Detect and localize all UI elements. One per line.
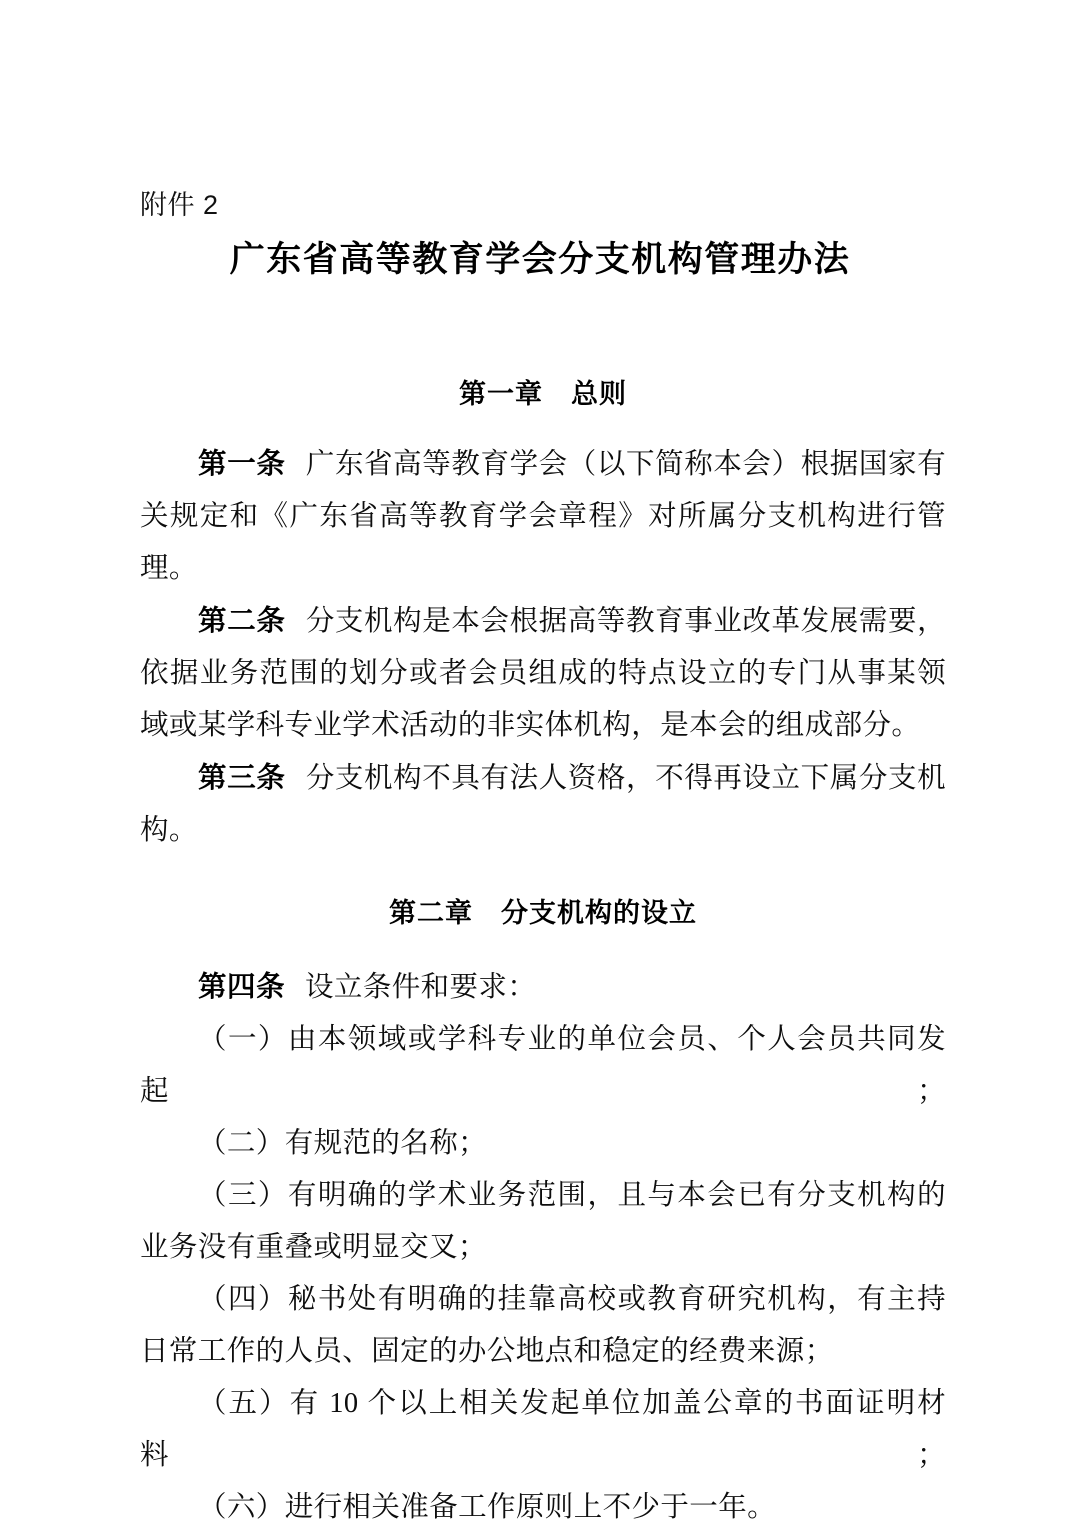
document-title: 广东省高等教育学会分支机构管理办法 [229,240,851,279]
article-3 [140,752,946,857]
list-item: （三）有明确的学术业务范围，且与本会已有分支机构的业务没有重叠或明显交叉； [140,1180,946,1263]
article-2-label: 第二条 [198,605,286,637]
article-1 [140,438,946,595]
article-4-label: 第四条 [198,971,286,1003]
article-2-text: 分支机构是本会根据高等教育事业改革发展需要，依据业务范围的划分或者会员组成的特点设立的专门从事某领域或某学科专业学术活动的非实体机构，是本会的组成部分。 [140,606,946,741]
list-item: （五）有 10 个以上相关发起单位加盖公章的书面证明材料； [140,1388,946,1471]
chapter-heading-1: 第一章 总则 [459,379,627,409]
list-item: （六）进行相关准备工作原则上不少于一年。 [198,1492,777,1523]
chapter-heading-2: 第二章 分支机构的设立 [389,898,697,928]
document-body [140,360,946,1528]
article-3-text: 分支机构不具有法人资格，不得再设立下属分支机构。 [140,763,946,846]
attachment-label: 附件 2 [140,190,219,220]
list-item: （二）有规范的名称； [198,1128,488,1159]
article-3-label: 第三条 [198,762,286,794]
article-2 [140,595,946,752]
list-item: （四）秘书处有明确的挂靠高校或教育研究机构，有主持日常工作的人员、固定的办公地点和稳定的经费来源； [140,1284,946,1367]
article-1-label: 第一条 [198,448,286,480]
list-item: （一）由本领域或学科专业的单位会员、个人会员共同发起； [140,1024,946,1107]
article-4-text: 设立条件和要求： [305,972,537,1003]
article-1-text: 广东省高等教育学会（以下简称本会）根据国家有关规定和《广东省高等教育学会章程》对所属分支机构进行管理。 [140,449,946,584]
article-4 [140,961,946,1014]
